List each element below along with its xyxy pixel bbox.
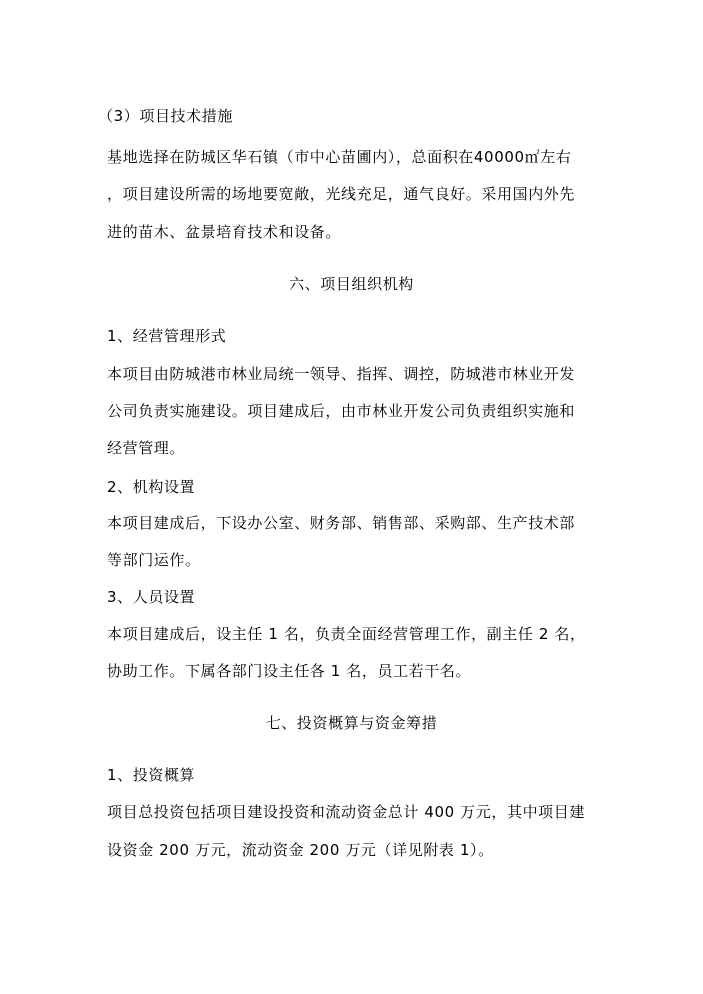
paragraph-line: 经营管理。 [107,439,186,457]
paragraph-line: 协助工作。下属各部门设主任各 1 名，员工若干名。 [107,662,472,680]
paragraph-line: 等部门运作。 [107,551,201,569]
paragraph-line: 本项目建成后，设主任 1 名，负责全面经营管理工作，副主任 2 名， [107,625,586,643]
paragraph-line: 本项目由防城港市林业局统一领导、指挥、调控，防城港市林业开发 [107,365,576,383]
subsection-title-staffing: 3、人员设置 [107,588,196,606]
paragraph-line: 项目总投资包括项目建设投资和流动资金总计 400 万元，其中项目建 [107,803,585,821]
chapter-heading-organization: 六、项目组织机构 [289,275,414,293]
subsection-title-management-form: 1、经营管理形式 [107,327,227,345]
paragraph-line: 公司负责实施建设。项目建成后，由市林业开发公司负责组织实施和 [107,402,576,420]
section-title-technical-measures: （3）项目技术措施 [98,107,233,125]
subsection-title-investment-estimate: 1、投资概算 [107,766,196,784]
paragraph-line: 本项目建成后，下设办公室、财务部、销售部、采购部、生产技术部 [107,514,576,532]
paragraph-line: ，项目建设所需的场地要宽敞，光线充足，通气良好。采用国内外先 [107,185,576,203]
paragraph-line: 设资金 200 万元，流动资金 200 万元（详见附表 1）。 [107,841,494,859]
chapter-heading-investment: 七、投资概算与资金筹措 [265,714,438,732]
paragraph-line: 基地选择在防城区华石镇（市中心苗圃内），总面积在40000㎡左右 [107,148,572,166]
subsection-title-structure: 2、机构设置 [107,478,196,496]
paragraph-line: 进的苗木、盆景培育技术和设备。 [107,223,342,241]
